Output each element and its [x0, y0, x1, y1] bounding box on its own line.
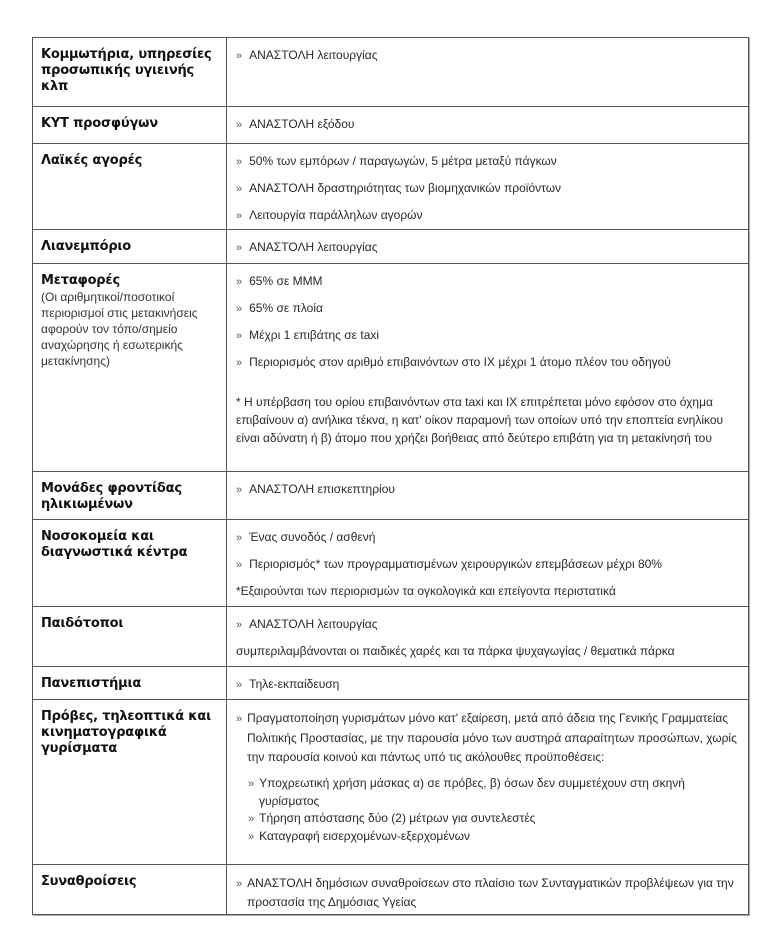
row-label-cell — [33, 264, 227, 471]
table-row — [33, 143, 748, 229]
table-row — [33, 229, 748, 263]
list-item: » 65% σε ΜΜΜ — [236, 273, 740, 290]
row-label: Πρόβες, τηλεοπτικά και κινηματογραφικά γυρίσματα — [41, 709, 211, 756]
row-label: Κομμωτήρια, υπηρεσίες προσωπικής υγιεινής κλπ — [41, 47, 212, 94]
row-value-cell — [227, 520, 748, 606]
row-label-cell — [33, 520, 227, 606]
row-label-cell — [33, 472, 227, 519]
row-label-cell — [33, 107, 227, 143]
row-label-cell — [33, 38, 227, 106]
row-label: Πανεπιστήμια — [41, 676, 142, 691]
row-label-cell — [33, 865, 227, 914]
list-item: » Τηλε-εκπαίδευση — [236, 676, 740, 693]
row-value-cell — [227, 667, 748, 699]
list-item: » Περιορισμός στον αριθμό επιβαινόντων στο ΙΧ μέχρι 1 άτομο πλέον του οδηγού — [236, 354, 740, 371]
list-item: » Ένας συνοδός / ασθενή — [236, 529, 740, 546]
list-item: » 65% σε πλοία — [236, 300, 740, 317]
row-label: Μονάδες φροντίδας ηλικιωμένων — [41, 481, 182, 512]
row-label: Νοσοκομεία και διαγνωστικά κέντρα — [41, 529, 188, 560]
row-label: ΚΥΤ προσφύγων — [41, 116, 158, 131]
row-label: Μεταφορές — [41, 273, 120, 288]
table-row — [33, 106, 748, 143]
table-row — [33, 519, 748, 606]
sub-list-item: » Καταγραφή εισερχομένων-εξερχομένων — [248, 828, 740, 846]
list-item: » Πραγματοποίηση γυρισμάτων μόνο κατ' εξαίρεση, μετά από άδεια της Γενικής Γραμματείας Πολιτικής Προστασίας, με την παρουσία μόνο των αυστηρά απαραίτητων προσώπων, χωρίς την παρουσία κοινού και πάντως υπό τις ακόλουθες προϋποθέσεις: — [236, 709, 740, 767]
row-value-cell — [227, 38, 748, 106]
list-item: » Λειτουργία παράλληλων αγορών — [236, 207, 740, 224]
row-label-cell — [33, 700, 227, 864]
list-item: » ΑΝΑΣΤΟΛΗ δραστηριότητας των βιομηχανικών προϊόντων — [236, 180, 740, 197]
list-item: » ΑΝΑΣΤΟΛΗ δημόσιων συναθροίσεων στο πλαίσιο των Συνταγματικών προβλέψεων για την προστασία της Δημόσιας Υγείας — [236, 874, 740, 911]
row-label-cell — [33, 144, 227, 229]
footnote: *Εξαιρούνται των περιορισμών τα ογκολογικά και επείγοντα περιστατικά — [236, 584, 616, 598]
row-label: Λαϊκές αγορές — [41, 153, 143, 168]
table-row — [33, 666, 748, 699]
table-row — [33, 263, 748, 471]
row-value-cell — [227, 472, 748, 519]
row-value-cell — [227, 865, 748, 914]
sub-list — [236, 775, 740, 846]
row-label-cell — [33, 230, 227, 263]
sub-list-item: » Τήρηση απόστασης δύο (2) μέτρων για συντελεστές — [248, 810, 740, 828]
row-label: Συναθροίσεις — [41, 874, 137, 889]
row-label: Παιδότοποι — [41, 616, 124, 631]
footnote: * Η υπέρβαση του ορίου επιβαινόντων στα taxi και ΙΧ επιτρέπεται μόνο εφόσον στο όχημα επιβαίνουν α) ανήλικα τέκνα, η κατ' οίκον παραμονή των οποίων υπό την εποπτεία ενηλίκου είναι αδύνατη ή β) άτομο που χρήζει βοήθειας από δεύτερο επιβάτη για τη μετακίνησή του — [236, 395, 724, 445]
table-row — [33, 699, 748, 864]
table-row — [33, 471, 748, 519]
note-text: συμπεριλαμβάνονται οι παιδικές χαρές και τα πάρκα ψυχαγωγίας / θεματικά πάρκα — [236, 644, 675, 658]
sub-list-item: » Υποχρεωτική χρήση μάσκας α) σε πρόβες, β) όσων δεν συμμετέχουν στη σκηνή γυρίσματος — [248, 775, 740, 810]
list-item: » ΑΝΑΣΤΟΛΗ λειτουργίας — [236, 239, 740, 256]
list-item: » ΑΝΑΣΤΟΛΗ επισκεπτηρίου — [236, 481, 740, 498]
row-label-cell — [33, 667, 227, 699]
table-row — [33, 38, 748, 106]
row-value-cell — [227, 700, 748, 864]
table-row — [33, 606, 748, 666]
list-item: » Μέχρι 1 επιβάτης σε taxi — [236, 327, 740, 344]
restrictions-table — [32, 37, 749, 915]
row-value-cell — [227, 107, 748, 143]
row-label-cell — [33, 607, 227, 666]
list-item: » ΑΝΑΣΤΟΛΗ λειτουργίας — [236, 616, 740, 633]
list-item: » 50% των εμπόρων / παραγωγών, 5 μέτρα μεταξύ πάγκων — [236, 153, 740, 170]
table-row — [33, 864, 748, 914]
row-value-cell — [227, 144, 748, 229]
list-item: » ΑΝΑΣΤΟΛΗ εξόδου — [236, 116, 740, 133]
row-value-cell — [227, 607, 748, 666]
row-value-cell — [227, 230, 748, 263]
row-value-cell — [227, 264, 748, 471]
row-label: Λιανεμπόριο — [41, 239, 132, 254]
list-item: » Περιορισμός* των προγραμματισμένων χειρουργικών επεμβάσεων μέχρι 80% — [236, 556, 740, 573]
list-item: » ΑΝΑΣΤΟΛΗ λειτουργίας — [236, 47, 740, 64]
row-sublabel: (Οι αριθμητικοί/ποσοτικοί περιορισμοί στις μετακινήσεις αφορούν τον τόπο/σημείο αναχώρησης ή εσωτερικής μετακίνησης) — [41, 290, 198, 368]
